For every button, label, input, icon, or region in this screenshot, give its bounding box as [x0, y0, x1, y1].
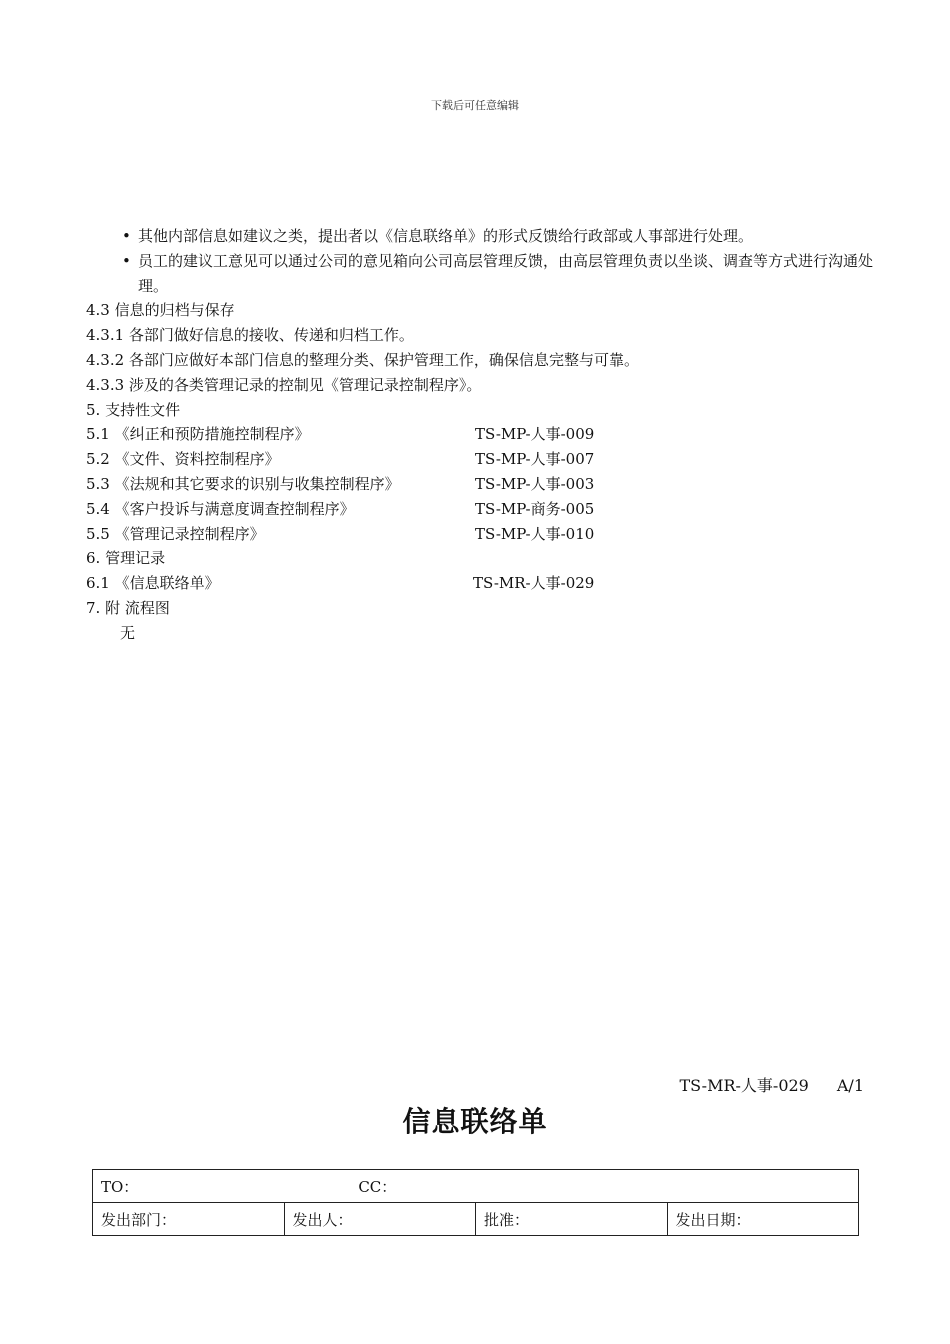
header-note: 下载后可任意编辑: [431, 99, 519, 112]
reference-code: TS-MP-商务-005: [475, 499, 595, 518]
bullet-dot-icon: •: [122, 251, 131, 270]
reference-title: 5.3 《法规和其它要求的识别与收集控制程序》: [86, 474, 400, 493]
reference-code: TS-MP-人事-003: [475, 474, 595, 493]
issue-date-cell[interactable]: 发出日期：: [667, 1203, 859, 1236]
reference-title: 5.1 《纠正和预防措施控制程序》: [86, 425, 310, 444]
reference-code: TS-MP-人事-009: [475, 425, 595, 444]
doc-code: TS-MR-人事-029: [679, 1076, 809, 1095]
form-row-recipients: [93, 1170, 859, 1203]
form-title: 信息联络单: [402, 1105, 548, 1138]
recipients-cell[interactable]: [93, 1170, 859, 1203]
reference-row: [86, 422, 876, 447]
section-heading-6: 6. 管理记录: [86, 549, 166, 568]
section-heading-5: 5. 支持性文件: [86, 400, 181, 419]
contact-form-table: [92, 1169, 859, 1236]
reference-code: TS-MP-人事-010: [475, 524, 595, 543]
approval-cell[interactable]: 批准：: [476, 1203, 668, 1236]
reference-row: [86, 472, 876, 497]
section-heading-7: 7. 附 流程图: [86, 598, 170, 617]
form-row-fields: [93, 1203, 859, 1236]
section-item: 4.3.3 涉及的各类管理记录的控制见《管理记录控制程序》。: [86, 375, 482, 394]
document-body: [86, 224, 876, 646]
reference-row: [86, 447, 876, 472]
record-title: 6.1 《信息联络单》: [86, 574, 220, 593]
section-7-content: 无: [120, 623, 136, 642]
bullet-item: • 员工的建议工意见可以通过公司的意见箱向公司高层管理反馈，由高层管理负责以坐谈、调查等方式进行沟通处理。: [86, 249, 876, 299]
to-label: TO：: [101, 1177, 139, 1196]
record-code: TS-MR-人事-029: [473, 574, 595, 593]
issuing-department-cell[interactable]: 发出部门：: [93, 1203, 285, 1236]
reference-code: TS-MP-人事-007: [475, 450, 595, 469]
cc-label: CC：: [358, 1177, 397, 1196]
issuer-cell[interactable]: 发出人：: [284, 1203, 476, 1236]
section-heading-4-3: 4.3 信息的归档与保存: [86, 301, 235, 320]
doc-version: A/1: [836, 1076, 864, 1095]
record-row: [86, 571, 876, 596]
form-doc-number: [679, 1073, 864, 1096]
bullet-dot-icon: •: [122, 227, 131, 245]
reference-row: [86, 522, 876, 547]
bullet-item: • 其他内部信息如建议之类，提出者以《信息联络单》的形式反馈给行政部或人事部进行处理。: [86, 224, 876, 249]
reference-title: 5.5 《管理记录控制程序》: [86, 524, 265, 543]
reference-title: 5.4 《客户投诉与满意度调查控制程序》: [86, 499, 355, 518]
section-item: 4.3.2 各部门应做好本部门信息的整理分类、保护管理工作，确保信息完整与可靠。: [86, 350, 639, 369]
section-item: 4.3.1 各部门做好信息的接收、传递和归档工作。: [86, 326, 414, 345]
reference-title: 5.2 《文件、资料控制程序》: [86, 450, 280, 469]
reference-row: [86, 497, 876, 522]
